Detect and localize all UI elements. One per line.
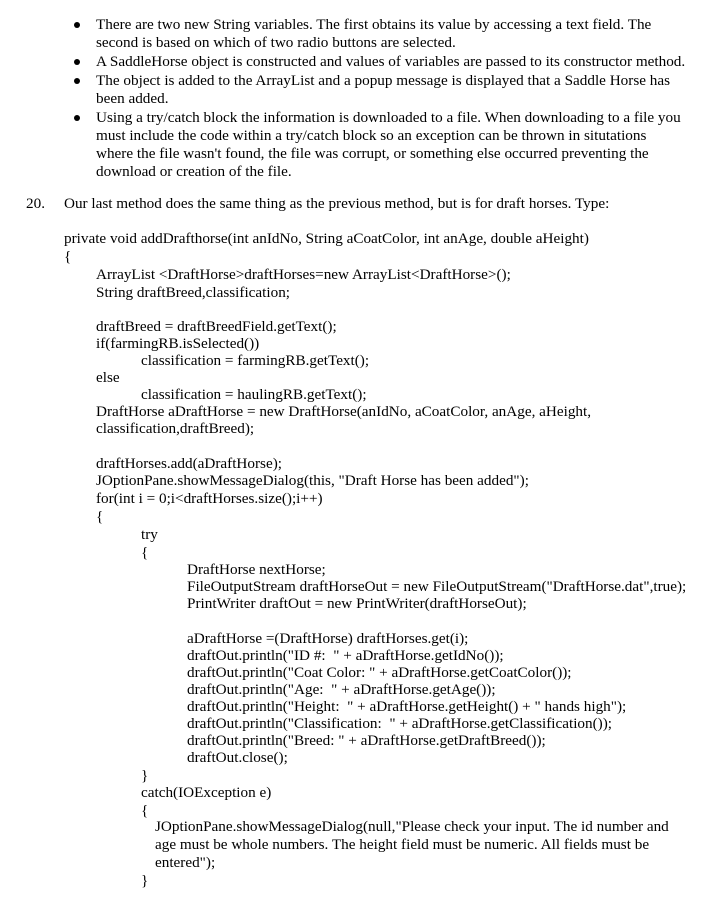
code-line: }	[141, 872, 149, 889]
code-line: else	[96, 369, 120, 386]
step-number: 20.	[26, 195, 45, 212]
code-line: draftOut.println("ID #: " + aDraftHorse.getIdNo());	[187, 647, 504, 664]
code-line: draftOut.println("Height: " + aDraftHorse.getHeight() + " hands high");	[187, 698, 627, 715]
code-line: FileOutputStream draftHorseOut = new FileOutputStream("DraftHorse.dat",true);	[187, 578, 687, 595]
code-line: {	[96, 508, 104, 525]
bullet-dot-icon	[74, 59, 80, 65]
bullet-item	[0, 109, 714, 181]
code-line: PrintWriter draftOut = new PrintWriter(draftHorseOut);	[187, 595, 527, 612]
code-line: draftOut.println("Classification: " + aDraftHorse.getClassification());	[187, 715, 613, 732]
bullet-text: The object is added to the ArrayList and a popup message is displayed that a Saddle Horse has been added.	[96, 72, 671, 107]
bullet-dot-icon	[74, 78, 80, 84]
code-line: {	[64, 248, 72, 265]
code-line: classification = farmingRB.getText();	[141, 352, 370, 369]
code-line: try	[141, 526, 158, 543]
code-line: for(int i = 0;i<draftHorses.size();i++)	[96, 490, 323, 507]
code-line: draftHorses.add(aDraftHorse);	[96, 455, 282, 472]
code-line: JOptionPane.showMessageDialog(null,"Please check your input. The id number and age must be whole numbers. The height field must be numeric. All fields must be entered");	[155, 818, 669, 871]
bullet-dot-icon	[74, 115, 80, 121]
bullet-dot-icon	[74, 22, 80, 28]
code-line: draftOut.println("Age: " + aDraftHorse.getAge());	[187, 681, 496, 698]
code-line: classification,draftBreed);	[96, 420, 255, 437]
code-line: {	[141, 544, 149, 561]
code-line: catch(IOException e)	[141, 784, 272, 801]
code-line: aDraftHorse =(DraftHorse) draftHorses.get(i);	[187, 630, 469, 647]
code-line: draftOut.println("Coat Color: " + aDraftHorse.getCoatColor());	[187, 664, 572, 681]
code-line: }	[141, 767, 149, 784]
code-line: if(farmingRB.isSelected())	[96, 335, 260, 352]
code-line: {	[141, 802, 149, 819]
code-line: draftOut.println("Breed: " + aDraftHorse.getDraftBreed());	[187, 732, 546, 749]
code-line: DraftHorse aDraftHorse = new DraftHorse(anIdNo, aCoatColor, anAge, aHeight,	[96, 403, 592, 420]
code-line: JOptionPane.showMessageDialog(this, "Draft Horse has been added");	[96, 472, 529, 489]
code-line: classification = haulingRB.getText();	[141, 386, 367, 403]
bullet-text: There are two new String variables. The first obtains its value by accessing a text field. The second is based on which of two radio buttons are selected.	[96, 16, 652, 51]
bullet-text: A SaddleHorse object is constructed and values of variables are passed to its constructor method.	[96, 53, 686, 70]
code-line: draftBreed = draftBreedField.getText();	[96, 318, 337, 335]
code-line: private void addDrafthorse(int anIdNo, String aCoatColor, int anAge, double aHeight)	[64, 230, 589, 247]
step-text: Our last method does the same thing as the previous method, but is for draft horses. Type:	[64, 195, 610, 212]
code-line: ArrayList <DraftHorse>draftHorses=new ArrayList<DraftHorse>();	[96, 266, 511, 283]
bullet-item	[0, 72, 714, 108]
code-line: draftOut.close();	[187, 749, 288, 766]
bullet-item	[0, 16, 714, 52]
bullet-text: Using a try/catch block the information is downloaded to a file. When downloading to a file you must include the code within a try/catch block so an exception can be thrown in situtations where the file wasn't found, the file was corrupt, or something else occurred preventing the download or creation of the file.	[96, 109, 681, 180]
code-line: String draftBreed,classification;	[96, 284, 291, 301]
bullet-item	[0, 53, 714, 71]
code-line: DraftHorse nextHorse;	[187, 561, 326, 578]
instruction-bullet-list	[0, 16, 714, 182]
